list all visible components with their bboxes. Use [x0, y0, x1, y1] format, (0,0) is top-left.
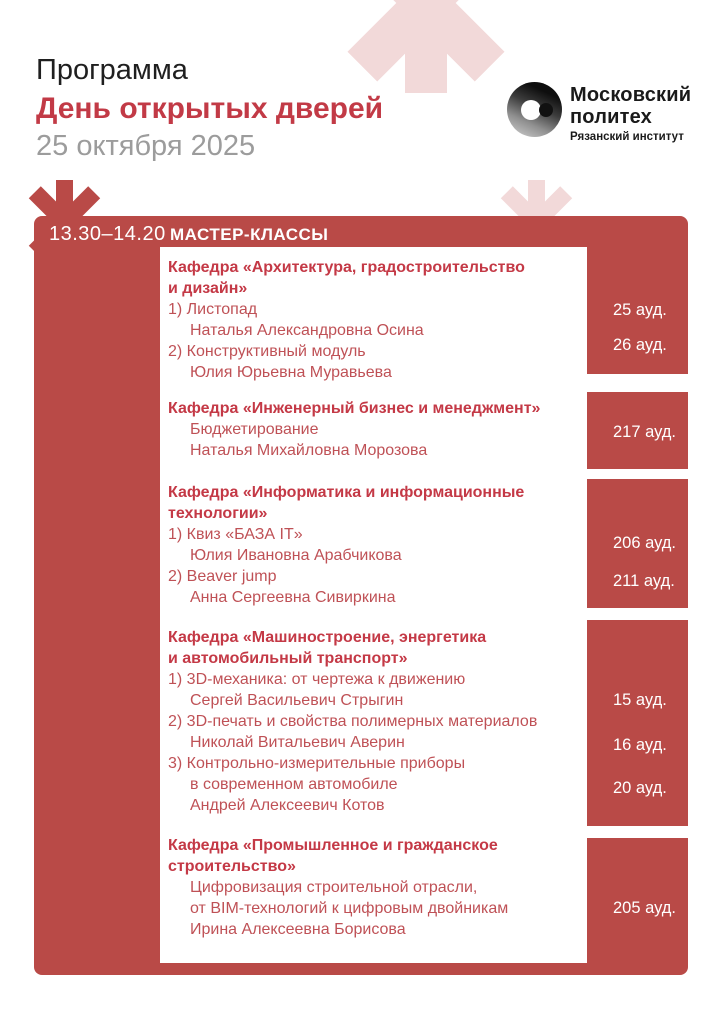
event-line: Цифровизация строительной отрасли, — [190, 879, 478, 896]
logo-subtitle: Рязанский институт — [570, 131, 684, 143]
presenter-line: Андрей Алексеевич Котов — [190, 797, 385, 814]
room-label: 206 ауд. — [613, 534, 677, 552]
room-label: 211 ауд. — [613, 572, 675, 590]
event-line: 2) Beaver jump — [168, 568, 277, 585]
section-architecture — [160, 257, 578, 383]
presenter-line: Наталья Александровна Осина — [190, 322, 424, 339]
presenter-line: Наталья Михайловна Морозова — [190, 442, 428, 459]
department-title-line: Кафедра «Промышленное и гражданское — [168, 837, 498, 854]
event-line: 3) Контрольно-измерительные приборы — [168, 755, 466, 772]
schedule-container — [34, 216, 688, 975]
room-tab — [587, 479, 688, 608]
section-machinery — [160, 627, 578, 816]
department-title-line: Кафедра «Инженерный бизнес и менеджмент» — [168, 400, 541, 417]
department-title-line: Кафедра «Информатика и информационные — [168, 484, 525, 501]
department-title-line: Кафедра «Архитектура, градостроительство — [168, 259, 525, 276]
room-tab — [587, 838, 688, 963]
department-title-line: и дизайн» — [168, 280, 248, 297]
event-date: 25 октября 2025 — [36, 130, 256, 162]
logo-line-2: политех — [570, 106, 652, 128]
room-label: 20 ауд. — [613, 779, 667, 797]
presenter-line: Юлия Юрьевна Муравьева — [190, 364, 392, 381]
category-title: МАСТЕР-КЛАССЫ — [170, 225, 329, 244]
presenter-line: Ирина Алексеевна Борисова — [190, 921, 406, 938]
presenter-line: Юлия Ивановна Арабчикова — [190, 547, 402, 564]
room-label: 217 ауд. — [613, 423, 677, 441]
department-title-line: технологии» — [168, 505, 268, 522]
event-line: 1) Листопад — [168, 301, 258, 318]
page-title: День открытых дверей — [36, 92, 384, 125]
department-title-line: Кафедра «Машиностроение, энергетика — [168, 629, 487, 646]
time-range: 13.30–14.20 — [49, 223, 166, 245]
presenter-line: Николай Витальевич Аверин — [190, 734, 405, 751]
section-business — [160, 398, 578, 461]
logo-hole — [521, 100, 541, 120]
room-label: 25 ауд. — [613, 301, 667, 319]
logo-ring-icon — [507, 82, 562, 137]
logo-dot-icon — [539, 103, 553, 117]
event-line: в современном автомобиле — [190, 776, 398, 793]
room-tab — [587, 247, 688, 374]
event-line: от BIM-технологий к цифровым двойникам — [190, 900, 509, 917]
event-line: Бюджетирование — [190, 421, 319, 438]
department-title-line: строительство» — [168, 858, 296, 875]
presenter-line: Сергей Васильевич Стрыгин — [190, 692, 404, 709]
room-label: 15 ауд. — [613, 691, 667, 709]
department-title-line: и автомобильный транспорт» — [168, 650, 408, 667]
program-label: Программа — [36, 54, 188, 86]
section-construction — [160, 835, 578, 940]
event-line: 2) Конструктивный модуль — [168, 343, 366, 360]
room-tab — [587, 620, 688, 826]
presenter-line: Анна Сергеевна Сивиркина — [190, 589, 396, 606]
room-label: 205 ауд. — [613, 899, 677, 917]
event-line: 1) 3D-механика: от чертежа к движению — [168, 671, 466, 688]
logo-text — [570, 84, 691, 143]
logo-line-1: Московский — [570, 84, 692, 106]
room-label: 26 ауд. — [613, 336, 667, 354]
section-informatics — [160, 482, 578, 608]
room-tab — [587, 392, 688, 469]
event-line: 2) 3D-печать и свойства полимерных материалов — [168, 713, 538, 730]
room-label: 16 ауд. — [613, 736, 667, 754]
event-line: 1) Квиз «БАЗА IT» — [168, 526, 303, 543]
